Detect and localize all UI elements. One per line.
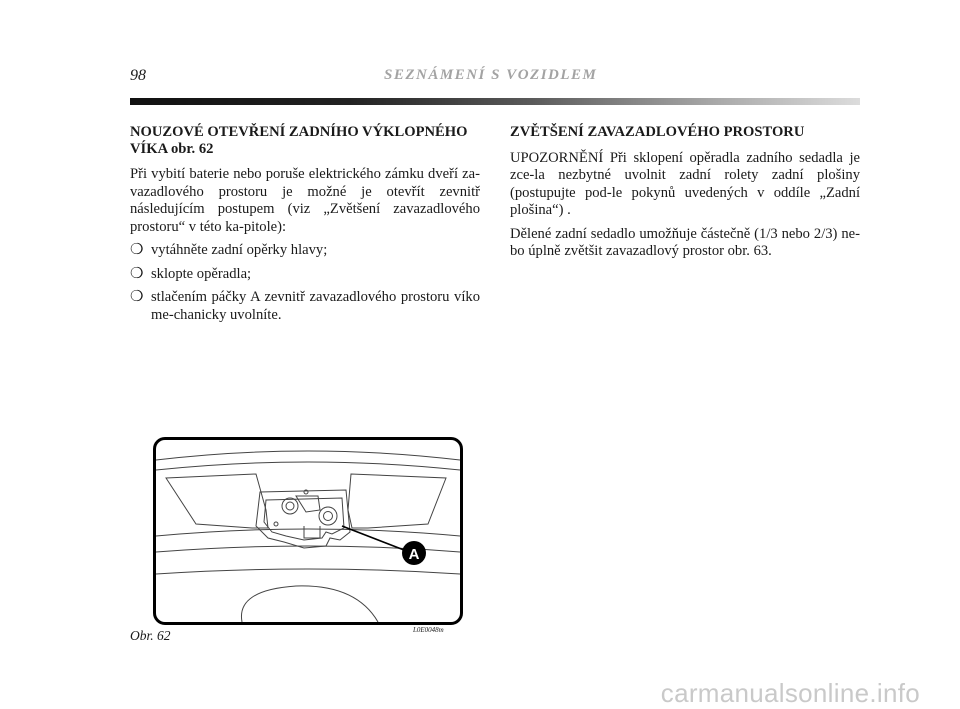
circle-bullet-icon: ❍ <box>130 242 144 258</box>
left-column <box>130 124 480 330</box>
list-item <box>130 289 480 324</box>
figure-code: L0E0048m <box>413 626 444 634</box>
steps-list <box>130 242 480 324</box>
watermark: carmanualsonline.info <box>660 678 920 708</box>
list-item-text: sklopte opěradla; <box>151 265 252 282</box>
callout-label-a: A <box>408 546 420 563</box>
circle-bullet-icon: ❍ <box>130 265 144 282</box>
tailgate-lock-illustration <box>156 440 460 622</box>
circle-bullet-icon: ❍ <box>130 289 144 305</box>
list-item <box>130 242 480 260</box>
figure-caption: Obr. 62 <box>130 628 171 643</box>
heading-figure-ref: obr. 62 <box>170 140 214 157</box>
running-header: SEZNÁMENÍ S VOZIDLEM <box>384 67 598 83</box>
list-item-text: vytáhněte zadní opěrky hlavy; <box>151 242 328 258</box>
header-rule <box>130 98 860 105</box>
section-heading-luggage-space: ZVĚTŠENÍ ZAVAZADLOVÉHO PROSTORU <box>510 124 805 140</box>
right-column <box>510 124 860 267</box>
intro-paragraph: Při vybití baterie nebo poruše elektrického zámku dveří za-vazadlového prostoru je možné je otevřít zevnitř následujícím postupem (viz „Zvětšení zavazadlového prostoru“ v této ka-pitole): <box>130 166 480 235</box>
list-item-text: stlačením páčky A zevnitř zavazadlového prostoru víko me-chanicky uvolníte. <box>151 289 480 323</box>
split-seat-paragraph: Dělené zadní sedadlo umožňuje částečně (1/3 nebo 2/3) ne-bo úplně zvětšit zavazadlový prostor obr. 63. <box>510 225 860 259</box>
list-item <box>130 266 480 284</box>
figure-tailgate-lock <box>153 437 463 625</box>
warning-paragraph: UPOZORNĚNÍ Při sklopení opěradla zadního sedadla je zce-la nezbytné uvolnit zadní rolety zadní plošiny (postupujte pod-le pokynů uvedených v oddíle „Zadní plošina“) . <box>510 149 860 218</box>
page-number: 98 <box>130 67 146 84</box>
section-heading-emergency-opening <box>130 124 480 157</box>
heading-text: NOUZOVÉ OTEVŘENÍ ZADNÍHO VÝKLOPNÉHO VÍKA <box>130 124 468 157</box>
